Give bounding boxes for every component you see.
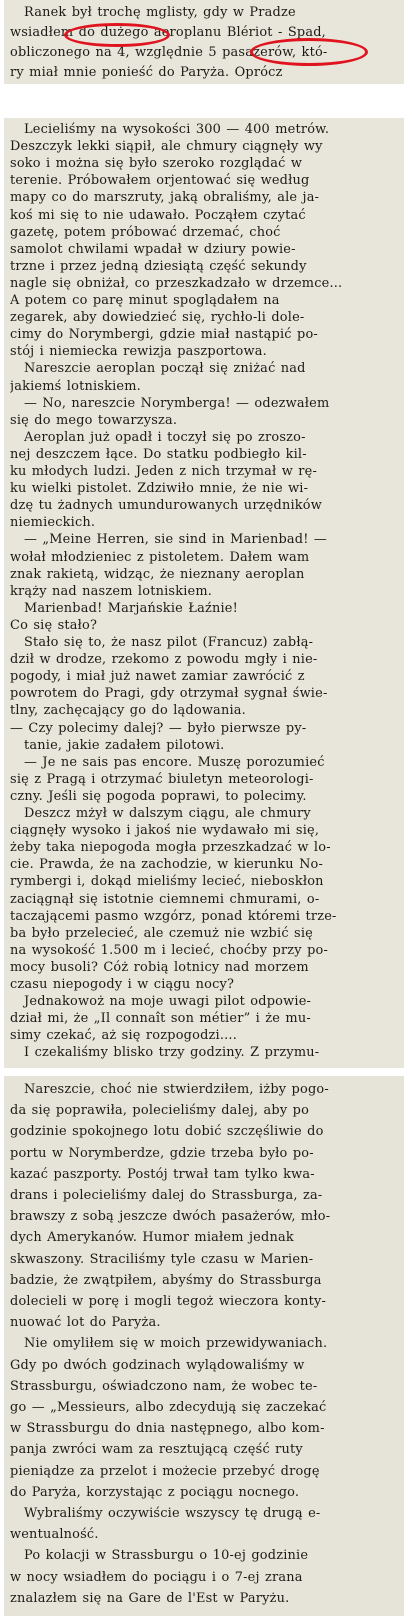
text-line: stój i niemiecka rewizja paszportowa. (10, 344, 267, 360)
text-line: Deszczyk lekki siąpił, ale chmury ciągnęły wy (10, 139, 323, 155)
text-line: rymbergi i, dokąd mieliśmy lecieć, nieboskłon (10, 874, 324, 890)
text-line: nuować lot do Paryża. (10, 1315, 161, 1331)
text-line: obliczonego na 4, względnie 5 pasażerów, któ- (10, 45, 328, 60)
text-line: żeby taka niepogoda mogła przeszkadzać w lo- (10, 840, 331, 856)
text-line: ry miał mnie ponieść do Paryża. Oprócz (10, 65, 283, 80)
text-line: Lecieliśmy na wysokości 300 — 400 metrów. (24, 122, 330, 137)
text-line: nagle się obniżał, co przeszkadzało w drzemce... (10, 275, 343, 291)
column-segment-top (4, 0, 404, 84)
text-line: dych Amerykanów. Humor miałem jednak (10, 1230, 294, 1246)
text-line: A potem co parę minut spoglądałem na (10, 293, 280, 308)
text-line: Gdy po dwóch godzinach wylądowaliśmy w (10, 1357, 305, 1373)
text-line: kazać paszporty. Postój trwał tam tylko kwa- (10, 1166, 315, 1182)
text-line: wsiadłem do dużego aeroplanu Blériot - Spad, (10, 25, 326, 40)
text-line: Nie omyliłem się w moich przewidywaniach. (24, 1336, 328, 1352)
text-line: znak rakietą, widząc, że nieznany aeroplan (10, 566, 305, 582)
text-line: — Czy polecimy dalej? — było pierwsze py- (10, 720, 307, 736)
text-line: badzie, że zwątpiłem, abyśmy do Strassburga (10, 1272, 322, 1288)
text-line: trzne i przez jedną dziesiątą część sekundy (10, 258, 307, 274)
text-line: ciągnęły wysoko i jakoś nie wydawało mi się, (10, 823, 320, 839)
text-line: ba było przelecieć, ale czemuż nie wzbić się (10, 925, 314, 941)
text-line: na wysokość 1.500 m i lecieć, choćby przy po- (10, 942, 329, 958)
text-line: gazetę, potem próbować drzemać, choć (10, 224, 281, 240)
column-segment-bottom (4, 1076, 404, 1616)
text-line: mocy busoli? Cóż robią lotnicy nad morzem (10, 959, 309, 975)
text-line: pogody, i miał już nawet zamiar zawrócić z (10, 669, 305, 685)
text-line: — „Meine Herren, sie sind in Marienbad! — (24, 532, 327, 548)
text-line: tanie, jakie zadałem pilotowi. (24, 737, 225, 753)
text-line: dział mi, że „Il connaît son métier” i że mu- (10, 1011, 311, 1027)
text-line: do Paryża, korzystając z pociągu nocnego. (10, 1484, 300, 1500)
text-line: zaciągnął się istotnie ciemnemi chmurami, o- (10, 891, 320, 907)
text-line: — No, nareszcie Norymberga! — odezwałem (24, 395, 330, 411)
text-line: powrotem do Pragi, gdy otrzymał sygnał świe- (10, 686, 328, 702)
text-line: Marienbad! Marjańskie Łaźnie! (24, 600, 239, 616)
text-line: się z Pragą i otrzymać biuletyn meteorologi- (10, 771, 314, 787)
text-line: Aeroplan już opadł i toczył się po zroszo- (24, 429, 306, 445)
text-line: ku wielki pistolet. Zdziwiło mnie, że nie wi- (10, 481, 309, 497)
annotation-circle (250, 38, 368, 66)
text-line: skwaszony. Straciliśmy tyle czasu w Marien- (10, 1251, 314, 1267)
text-line: taczającemi pasmo wzgórz, ponad któremi trze- (10, 908, 337, 924)
text-line: Strassburgu, oświadczono nam, że wobec te- (10, 1378, 318, 1394)
text-line: czny. Jeśli się pogoda poprawi, to polecimy. (10, 788, 307, 804)
text-line: w Strassburgu do dnia następnego, albo kom- (10, 1421, 325, 1437)
text-line: — Je ne sais pas encore. Muszę porozumieć (24, 754, 325, 770)
text-line: jakiemś lotniskiem. (10, 378, 141, 394)
text-line: go — „Messieurs, albo zdecydują się zaczekać (10, 1400, 327, 1415)
annotation-circle (64, 23, 170, 47)
text-line: dził w drodze, rzekomo z powodu mgły i nie- (10, 652, 318, 668)
text-line: dolecieli w porę i mogli tegoż wieczora konty- (10, 1294, 327, 1309)
text-line: I czekaliśmy blisko trzy godziny. Z przymu- (24, 1045, 320, 1061)
text-line: Nareszcie, choć nie stwierdziłem, iżby pogo- (24, 1082, 329, 1097)
text-line: wentualność. (10, 1527, 99, 1543)
text-line: koś mi się to nie udawało. Począłem czytać (10, 207, 306, 223)
text-line: Nareszcie aeroplan począł się zniżać nad (24, 361, 306, 377)
text-line: soko i można się było szeroko rozglądać w (10, 156, 303, 172)
text-line: wołał młodzieniec z pistoletem. Dałem wam (10, 549, 310, 565)
text-line: Wybraliśmy oczywiście wszyscy tę drugą e- (24, 1506, 321, 1521)
text-line: da się poprawiła, polecieliśmy dalej, aby po (10, 1103, 310, 1119)
text-line: Stało się to, że nasz pilot (Francuz) zabłą- (24, 635, 314, 650)
text-line: brawszy z sobą jeszcze dwóch pasażerów, mło- (10, 1209, 331, 1225)
text-line: ku młodych ludzi. Jeden z nich trzymał w rę- (10, 464, 318, 479)
text-line: samolot chwilami wpadał w dziury powie- (10, 241, 296, 257)
column-segment-middle (4, 118, 404, 1068)
text-line: panja zwróci wam za resztującą część ruty (10, 1442, 303, 1458)
text-line: simy czekać, aż się rozpogodzi.... (10, 1028, 238, 1044)
text-line: Co się stało? (10, 617, 98, 633)
text-line: tlny, zachęcający go do lądowania. (10, 703, 246, 719)
text-line: cie. Prawda, że na zachodzie, w kierunku No- (10, 857, 324, 873)
text-line: dzę tu żadnych umundurowanych urzędników (10, 498, 322, 514)
text-line: zegarek, aby dowiedzieć się, rychło-li dole- (10, 310, 305, 326)
text-line: terenie. Próbowałem orjentować się według (10, 173, 310, 189)
text-line: portu w Norymberdze, gdzie trzeba było po- (10, 1145, 314, 1161)
text-line: cimy do Norymbergi, gdzie miał nastąpić po- (10, 327, 318, 343)
text-line: pieniądze za przelot i możecie przebyć drogę (10, 1463, 320, 1479)
text-line: godzinie spokojnego lotu dobić szczęśliwie do (10, 1124, 324, 1140)
text-line: Ranek był trochę mglisty, gdy w Pradze (24, 5, 296, 20)
text-line: czasu niepogody i w ciągu nocy? (10, 977, 235, 992)
text-line: w nocy wsiadłem do pociągu i o 7-ej zrana (10, 1569, 303, 1585)
text-line: się do mego towarzysza. (10, 412, 178, 428)
text-line: nej deszczem łące. Do statku podbiegło kil- (10, 446, 307, 462)
text-line: Deszcz mżył w dalszym ciągu, ale chmury (24, 806, 311, 821)
text-line: drans i polecieliśmy dalej do Strassburga, za- (10, 1188, 323, 1203)
text-line: Po kolacji w Strassburgu o 10-ej godzinie (24, 1548, 309, 1564)
text-line: krąży nad naszem lotniskiem. (10, 583, 213, 599)
text-line: Jednakowoż na moje uwagi pilot odpowie- (24, 994, 312, 1010)
text-line: niemieckich. (10, 515, 96, 531)
text-line: znalazłem się na Gare de l'Est w Paryżu. (10, 1590, 290, 1606)
text-line: mapy co do marszruty, jaką obraliśmy, ale ja- (10, 190, 320, 206)
